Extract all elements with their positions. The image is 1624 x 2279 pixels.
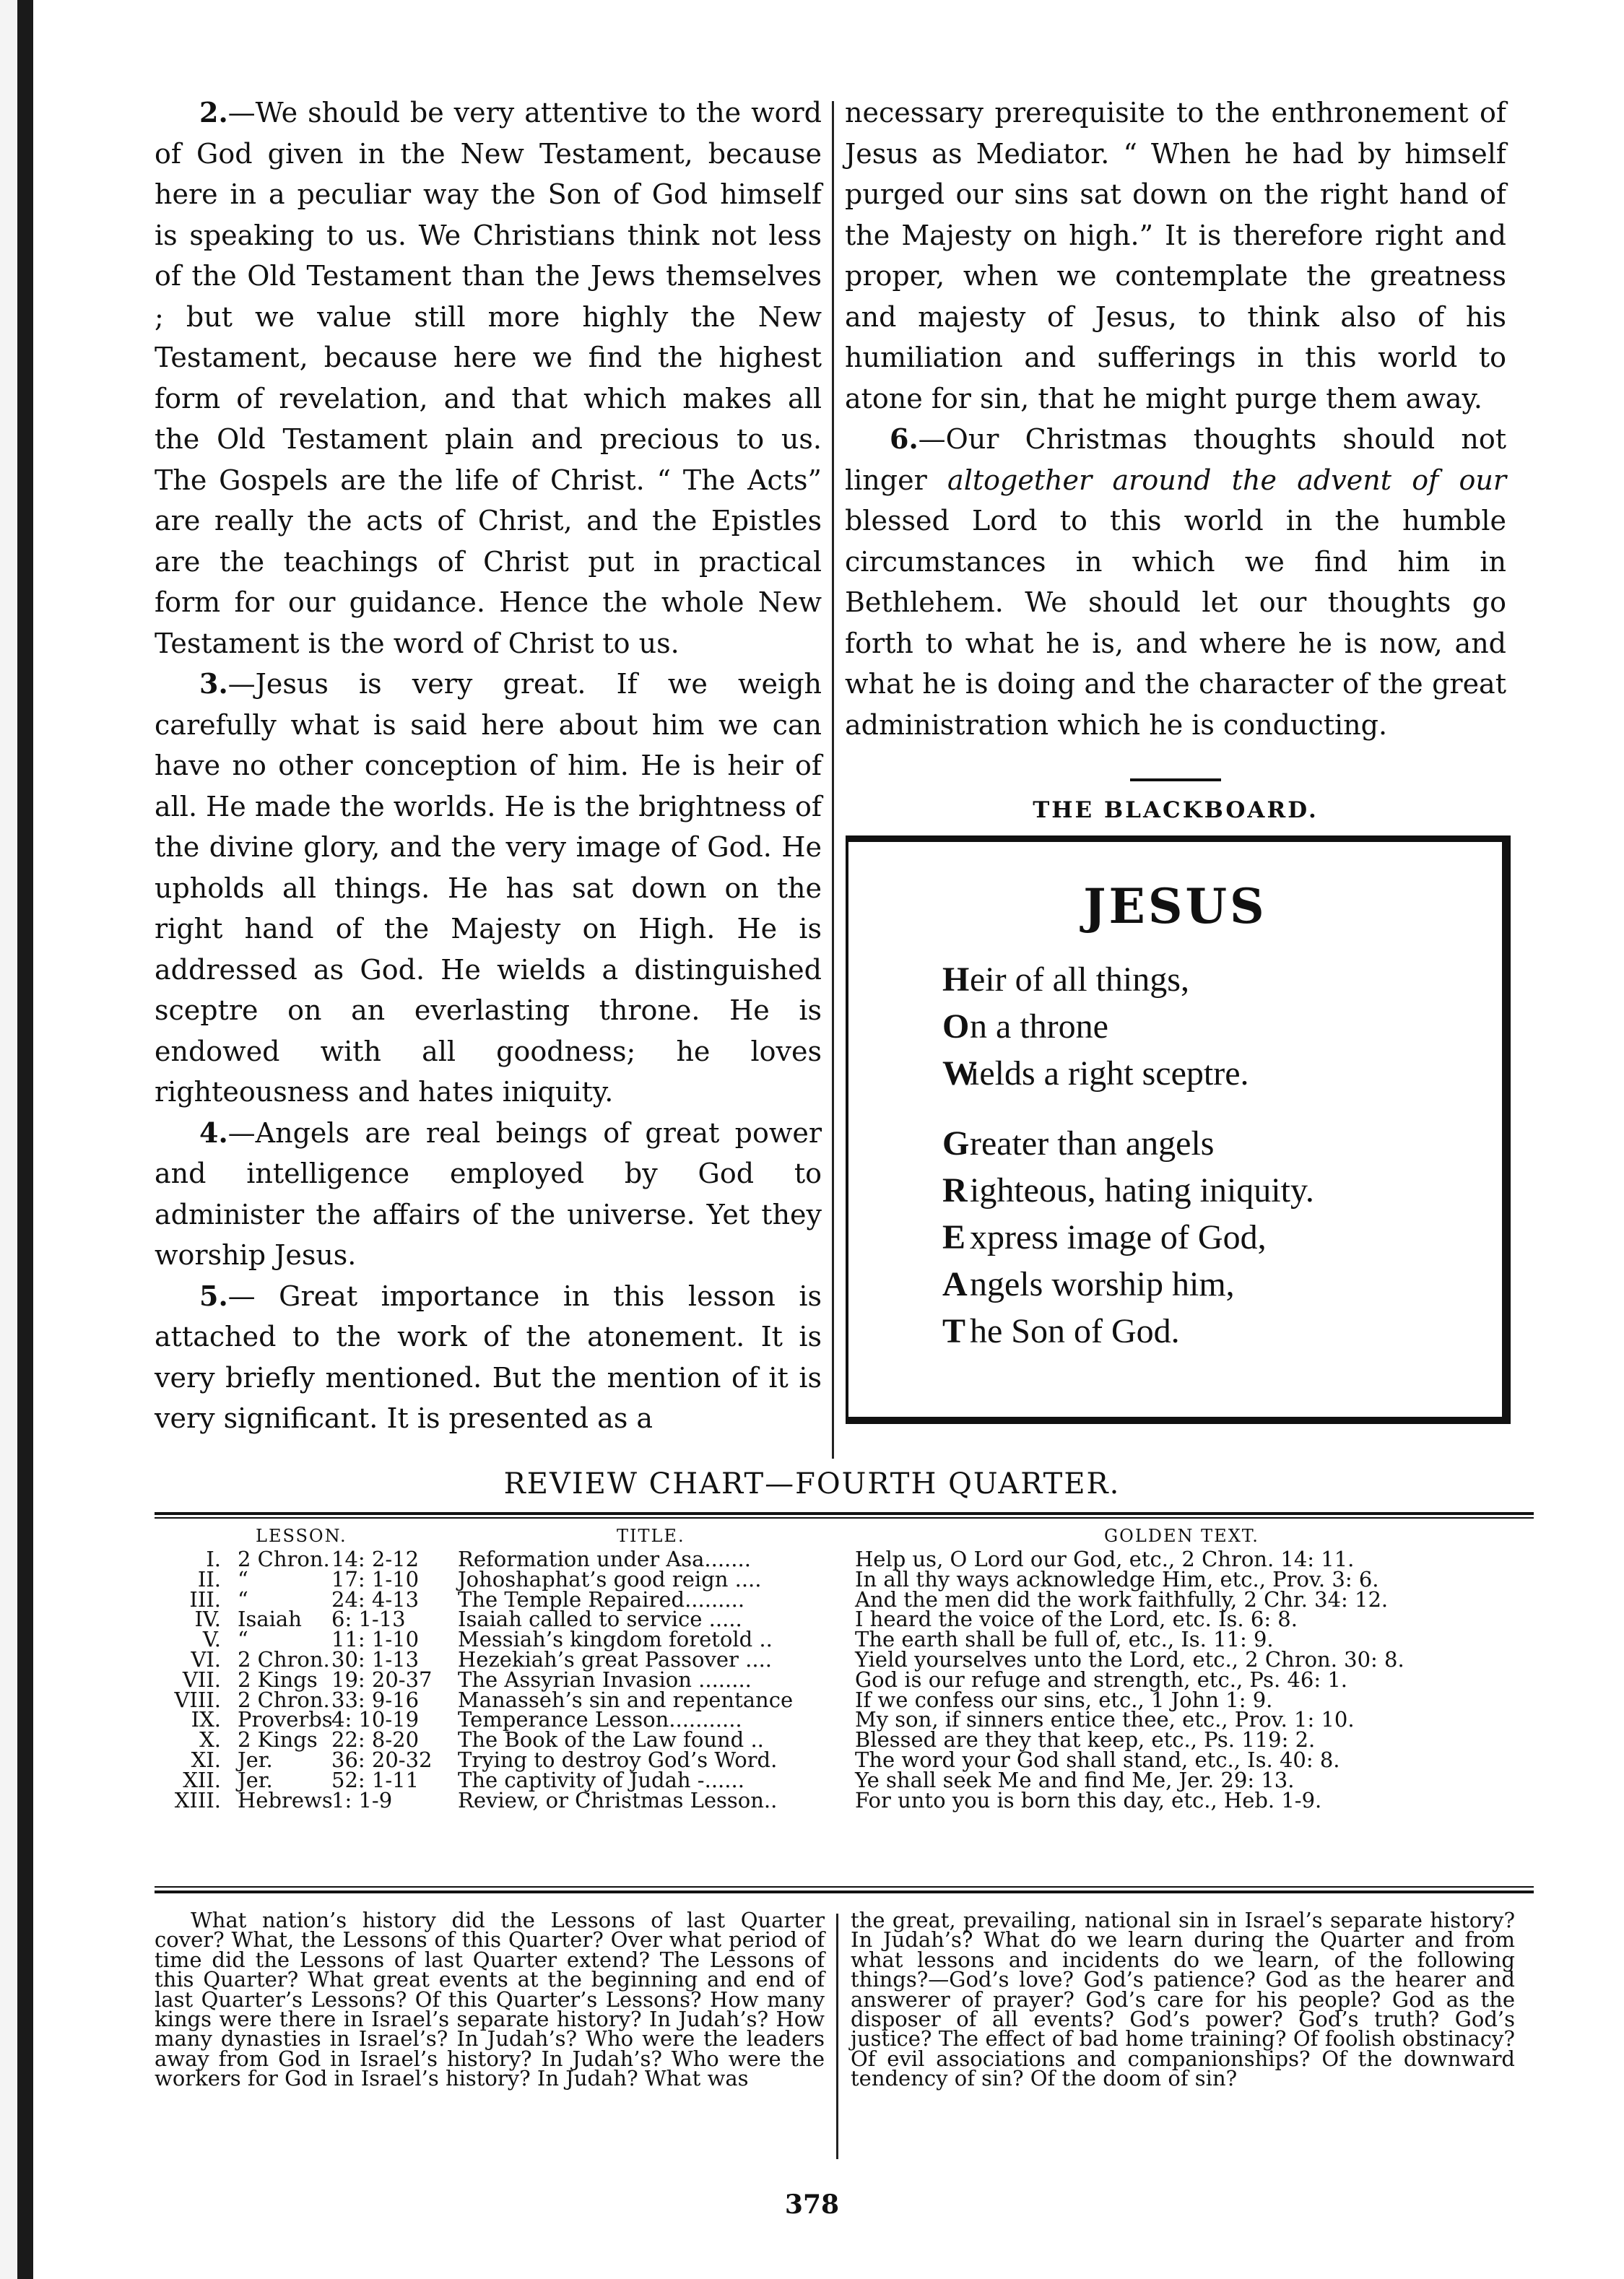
lesson-book: 2 Kings <box>238 1667 318 1692</box>
lesson-title: Review, or Christmas Lesson.. <box>458 1787 778 1813</box>
lesson-number: XIII. <box>174 1787 221 1813</box>
golden-text: Blessed are they that keep, etc., Ps. 119: 2. <box>855 1727 1316 1753</box>
paragraph-text: — Great importance in this lesson is attached to the work of the atonement. It is very briefly mentioned. But the mention of it is very significant. It is presented as a <box>155 1280 822 1434</box>
lesson-book: 2 Chron. <box>238 1647 330 1672</box>
paragraph-text: blessed Lord to this world in the humble circumstances in which we find him in Bethlehem. We should let our thoughts go forth to what he is, and where he is now, and what he is doing and the character of the great administration which he is conducting. <box>845 505 1506 741</box>
lesson-reference: 33: 9-16 <box>331 1687 420 1712</box>
column-header-lesson: LESSON. <box>256 1526 347 1546</box>
golden-text: Ye shall seek Me and find Me, Jer. 29: 13. <box>855 1767 1295 1792</box>
acrostic-text: ighteous, hating iniquity. <box>970 1171 1314 1210</box>
acrostic-letter: A <box>942 1265 968 1303</box>
chart-top-rule <box>155 1512 1534 1515</box>
paragraph-text: —Jesus is very great. If we weigh carefully what is said here about him we can have no other conception of him. He is heir of all. He made the worlds. He is the brightness of the divine glory, and the very image of God. He upholds all things. He has sat down on the right hand of the Majesty on High. He is addressed as God. He wields a distinguished sceptre on an everlasting throne. He is endowed with all goodness; he loves righteousness and hates iniquity. <box>155 668 822 1108</box>
golden-text: If we confess our sins, etc., 1 John 1: 9. <box>855 1687 1273 1712</box>
acrostic-text: he Son of God. <box>970 1312 1180 1350</box>
lesson-book: 2 Chron. <box>238 1687 330 1712</box>
lesson-number: IX. <box>191 1707 221 1732</box>
paragraph-number: 3. <box>199 667 228 700</box>
lesson-reference: 22: 8-20 <box>331 1727 420 1753</box>
lesson-reference: 6: 1-13 <box>331 1607 406 1632</box>
lesson-book: 2 Kings <box>238 1727 318 1753</box>
chart-bottom-rule <box>155 1891 1534 1893</box>
lesson-book: Isaiah <box>238 1607 302 1632</box>
lesson-book: “ <box>238 1627 248 1652</box>
paragraph-text-italic: altogether around the advent of our <box>947 464 1506 496</box>
golden-text: Help us, O Lord our God, etc., 2 Chron. 14: 11. <box>855 1547 1355 1571</box>
section-rule <box>1130 778 1221 781</box>
acrostic-line <box>942 1309 1180 1354</box>
lesson-book: Hebrews <box>238 1787 333 1813</box>
golden-text: In all thy ways acknowledge Him, etc., Prov. 3: 6. <box>855 1566 1379 1592</box>
questions-divider <box>836 1914 838 2159</box>
paragraph-text: —Angels are real beings of great power and intelligence employed by God to administer the affairs of the universe. Yet they worship Jesus. <box>155 1116 822 1271</box>
lesson-number: V. <box>202 1627 221 1652</box>
acrostic-letter: H <box>942 960 970 999</box>
lesson-reference: 52: 1-11 <box>331 1767 420 1792</box>
acrostic-text: reater than angels <box>970 1124 1215 1163</box>
lesson-reference: 19: 20-37 <box>331 1667 433 1692</box>
lesson-book: Jer. <box>238 1767 273 1792</box>
lesson-book: Jer. <box>238 1748 273 1772</box>
lesson-title: Manasseh’s sin and repentance <box>458 1687 794 1712</box>
lesson-number: XII. <box>183 1767 221 1792</box>
lesson-reference: 14: 2-12 <box>331 1547 420 1571</box>
lesson-book: 2 Chron. <box>238 1547 330 1571</box>
acrostic-text: eir of all things, <box>970 960 1189 999</box>
acrostic-letter: O <box>942 1007 970 1046</box>
chart-title: REVIEW CHART—FOURTH QUARTER. <box>503 1467 1121 1501</box>
page-edge <box>0 0 17 2279</box>
lesson-title: The Assyrian Invasion ........ <box>458 1667 752 1692</box>
blackboard-title: JESUS <box>1083 878 1267 934</box>
paragraph-text: —Our Christmas thoughts should not linger <box>845 423 1506 496</box>
lesson-number: X. <box>199 1727 221 1753</box>
acrostic-text: xpress image of God, <box>970 1218 1267 1256</box>
left-column <box>155 92 822 1439</box>
acrostic-line <box>942 1262 1235 1307</box>
lesson-title: The Book of the Law found .. <box>458 1727 764 1753</box>
paragraph-5-continued: necessary prerequisite to the enthronement of Jesus as Mediator. “ When he had by himself purged our sins sat down on the right hand of the Majesty on high.” It is therefore right and proper, when we contemplate the greatness and majesty of Jesus, to think also of his humiliation and sufferings in this world to atone for sin, that he might purge them away. <box>845 97 1506 414</box>
golden-text: I heard the voice of the Lord, etc. Is. 6: 8. <box>855 1607 1298 1632</box>
acrostic-line <box>942 1051 1249 1096</box>
paragraph-2 <box>155 92 822 664</box>
lesson-reference: 30: 1-13 <box>331 1647 420 1672</box>
lesson-number: VII. <box>182 1667 221 1692</box>
lesson-number: IV. <box>194 1607 221 1632</box>
golden-text: And the men did the work faithfully, 2 Chr. 34: 12. <box>855 1586 1389 1612</box>
column-header-title: TITLE. <box>617 1526 685 1546</box>
lesson-title: The Temple Repaired......... <box>458 1586 745 1612</box>
lesson-number: XI. <box>191 1748 221 1772</box>
golden-text: The earth shall be full of, etc., Is. 11: 9. <box>855 1627 1274 1652</box>
lesson-number: III. <box>189 1586 221 1612</box>
lesson-reference: 24: 4-13 <box>331 1586 420 1612</box>
chart-bottom-rule-thin <box>155 1886 1534 1888</box>
lesson-reference: 17: 1-10 <box>331 1566 420 1592</box>
right-column <box>845 92 1506 825</box>
acrostic-letter: E <box>942 1218 966 1256</box>
lesson-number: II. <box>197 1566 221 1592</box>
column-divider <box>832 101 834 1459</box>
acrostic-letter: T <box>942 1312 966 1350</box>
acrostic-line <box>942 1121 1214 1166</box>
lesson-book: “ <box>238 1586 248 1612</box>
lesson-reference: 36: 20-32 <box>331 1748 433 1772</box>
paragraph-number: 4. <box>199 1116 228 1149</box>
lesson-title: Isaiah called to service ..... <box>458 1607 742 1632</box>
blackboard-heading: THE BLACKBOARD. <box>1033 797 1319 823</box>
golden-text: Yield yourselves unto the Lord, etc., 2 Chron. 30: 8. <box>855 1647 1404 1672</box>
lesson-reference: 11: 1-10 <box>331 1627 420 1652</box>
acrostic-letter: G <box>942 1124 970 1163</box>
acrostic-letter: R <box>942 1171 968 1210</box>
page-number: 378 <box>784 2189 840 2220</box>
paragraph-5 <box>155 1276 822 1439</box>
chart-top-rule-thin <box>155 1517 1534 1519</box>
column-header-golden-text: GOLDEN TEXT. <box>1104 1526 1259 1546</box>
lesson-title: The captivity of Judah -...... <box>458 1767 744 1792</box>
lesson-title: Trying to destroy God’s Word. <box>458 1748 778 1772</box>
lesson-number: I. <box>206 1547 221 1571</box>
golden-text: My son, if sinners entice thee, etc., Prov. 1: 10. <box>855 1707 1355 1732</box>
paragraph-text: —We should be very attentive to the word of God given in the New Testament, because here in a peculiar way the Son of God himself is speaking to us. We Christians think not less of the Old Testament than the Jews themselves ; but we value still more highly the New Testament, because here we find the highest form of revelation, and that which makes all the Old Testament plain and precious to us. The Gospels are the life of Christ. “ The Acts” are really the acts of Christ, and the Epistles are the teachings of Christ put in practical form for our guidance. Hence the whole New Testament is the word of Christ to us. <box>155 97 822 659</box>
acrostic-text: ngels worship him, <box>970 1265 1235 1303</box>
lesson-title: Reformation under Asa....... <box>458 1547 751 1571</box>
paragraph-3 <box>155 664 822 1113</box>
acrostic-text: n a throne <box>970 1007 1108 1046</box>
acrostic-line <box>942 958 1189 1002</box>
lesson-book: “ <box>238 1566 248 1592</box>
table-row <box>155 1787 1534 1813</box>
binding-spine <box>17 0 33 2279</box>
paragraph-number: 5. <box>199 1279 228 1312</box>
acrostic-letter: W <box>942 1054 977 1093</box>
paragraph-6 <box>845 419 1506 745</box>
lesson-book: Proverbs <box>238 1707 333 1732</box>
lesson-number: VIII. <box>174 1687 221 1712</box>
acrostic-line <box>942 1215 1267 1260</box>
review-questions-right: the great, prevailing, national sin in Israel’s separate history? In Judah’s? What do we learn during the Quarter and from what lessons and incidents do we learn, of the following things?—God’s love? God’s patience? God as the hearer and answerer of prayer? God’s care for his people? God as the disposer of all events? God’s power? God’s truth? God’s justice? The effect of bad home training? Of foolish obstinacy? Of evil associations and companionships? Of the downward tendency of sin? Of the doom of sin? <box>851 1908 1515 2091</box>
paragraph-4 <box>155 1113 822 1276</box>
lesson-reference: 1: 1-9 <box>331 1787 393 1813</box>
golden-text: The word your God shall stand, etc., Is. 40: 8. <box>855 1748 1340 1772</box>
lesson-number: VI. <box>191 1647 221 1672</box>
lesson-title: Hezekiah’s great Passover .... <box>458 1647 772 1672</box>
paragraph-number: 6. <box>890 422 919 455</box>
lesson-title: Messiah’s kingdom foretold .. <box>458 1627 773 1652</box>
review-questions-left: What nation’s history did the Lessons of last Quarter cover? What, the Lessons of this Quarter? Over what period of time did the Lessons of last Quarter extend? The Lessons of this Quarter? What great events at the beginning and end of last Quarter’s Lessons? Of this Quarter’s Lessons? How many kings were there in Israel’s separate history? In Judah’s? How many dynasties in Israel’s? In Judah’s? Who were the leaders away from God in Israel’s history? In Judah’s? Who were the workers for God in Israel’s history? In Judah? What was <box>155 1908 825 2091</box>
acrostic-line <box>942 1004 1108 1049</box>
lesson-title: Johoshaphat’s good reign .... <box>458 1566 762 1592</box>
golden-text: For unto you is born this day, etc., Heb. 1-9. <box>855 1787 1322 1813</box>
acrostic-line <box>942 1168 1314 1213</box>
paragraph-number: 2. <box>199 96 228 129</box>
blackboard-box <box>846 835 1511 1424</box>
lesson-title: Temperance Lesson........... <box>458 1707 742 1732</box>
golden-text: God is our refuge and strength, etc., Ps. 46: 1. <box>855 1667 1348 1692</box>
lesson-reference: 4: 10-19 <box>331 1707 420 1732</box>
acrostic-text: ields a right sceptre. <box>970 1054 1249 1093</box>
